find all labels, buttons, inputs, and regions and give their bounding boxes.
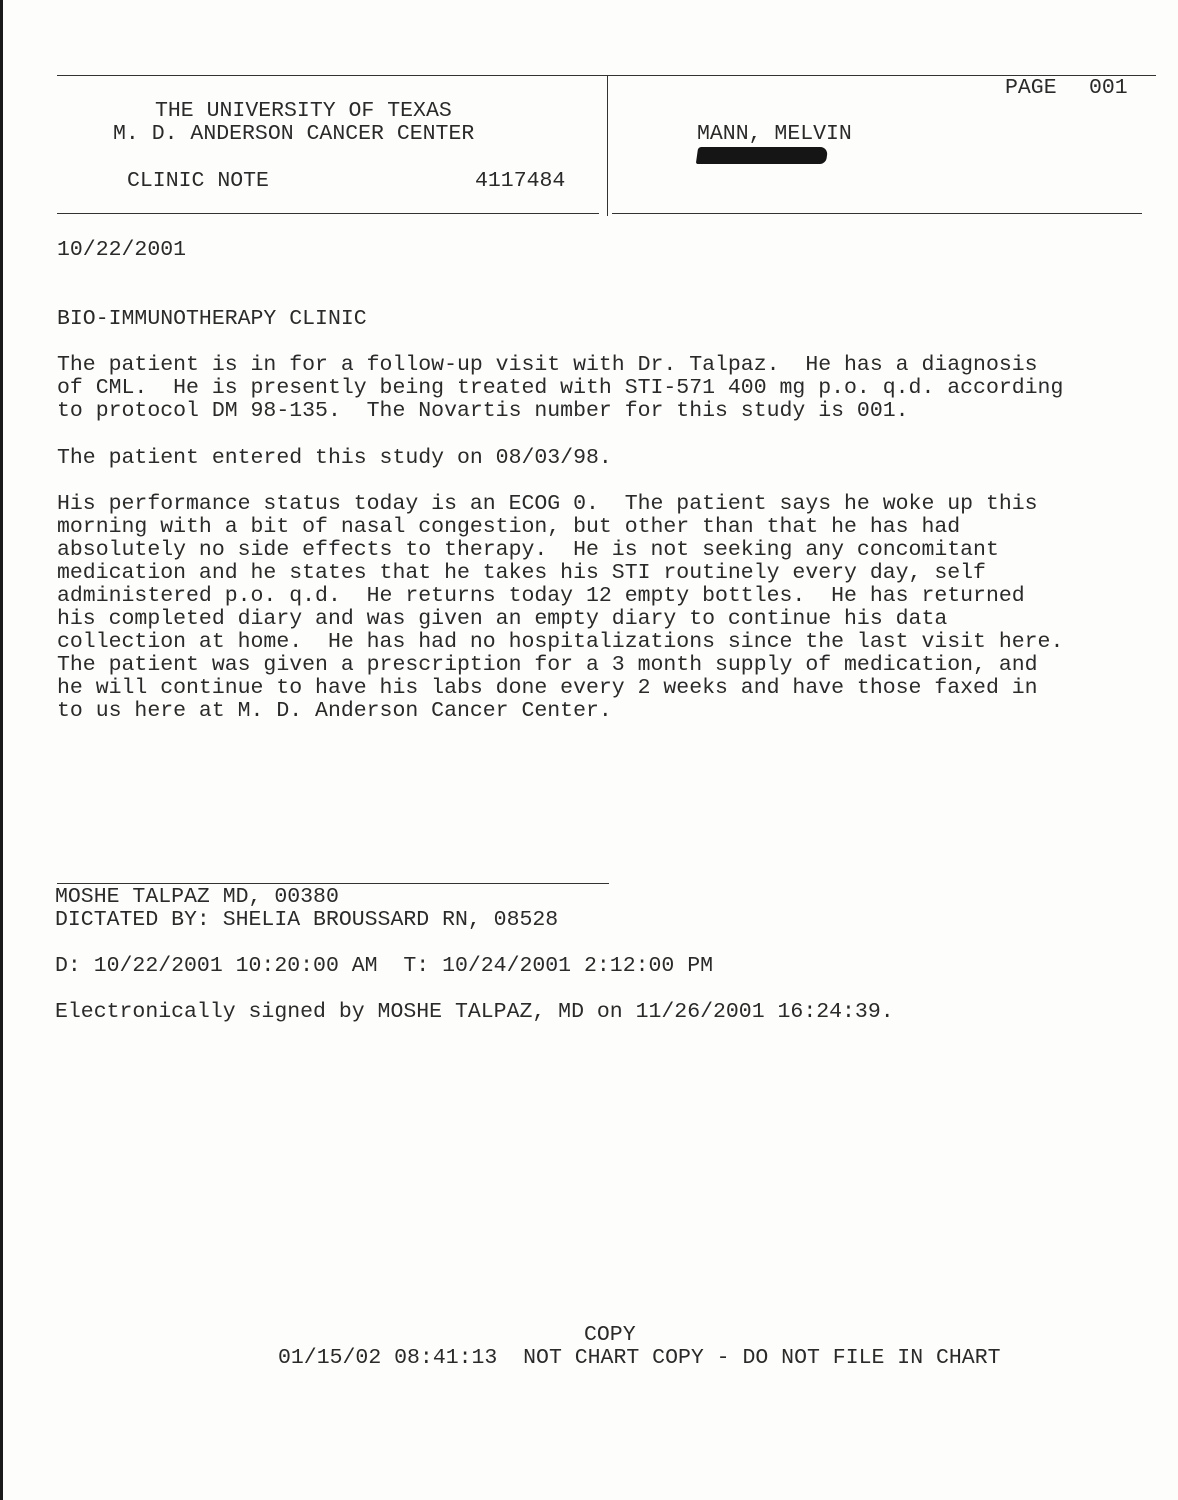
record-number: 4117484	[475, 169, 566, 193]
document-type: CLINIC NOTE	[127, 169, 269, 193]
note-date: 10/22/2001	[57, 238, 187, 262]
header-bottom-rule-left	[57, 213, 599, 214]
paragraph-diagnosis: The patient is in for a follow-up visit with Dr. Talpaz. He has a diagnosis of CML. He is presently being treated with STI-571 400 mg p.o. q.d. according to protocol DM 98-135. The Novartis number for this study is 001.	[57, 353, 1064, 423]
clinic-name: BIO-IMMUNOTHERAPY CLINIC	[57, 307, 367, 331]
header-bottom-rule-right	[612, 213, 1142, 214]
dictation-times: D: 10/22/2001 10:20:00 AM T: 10/24/2001 2:12:00 PM	[55, 954, 714, 978]
paragraph-study-entry: The patient entered this study on 08/03/98.	[57, 446, 612, 470]
signature-line	[57, 883, 609, 884]
page-label: PAGE	[1005, 76, 1057, 100]
paragraph-status: His performance status today is an ECOG 0. The patient says he woke up this morning with a bit of nasal congestion, but other than that he has had absolutely no side effects to therapy. He is not seeking any concomitant medication and he states that he takes his STI routinely every day, self administered p.o. q.d. He returns today 12 empty bottles. He has returned his completed diary and was given an empty diary to continue his data collection at home. He has had no hospitalizations since the last visit here. The patient was given a prescription for a 3 month supply of medication, and he will continue to have his labs done every 2 weeks and have those faxed in to us here at M. D. Anderson Cancer Center.	[57, 492, 1064, 723]
redaction-mark	[696, 147, 828, 164]
page-number: 001	[1089, 76, 1128, 100]
electronic-signature: Electronically signed by MOSHE TALPAZ, MD on 11/26/2001 16:24:39.	[55, 1000, 894, 1024]
dictated-by: DICTATED BY: SHELIA BROUSSARD RN, 08528	[55, 908, 559, 932]
institution-center: M. D. ANDERSON CANCER CENTER	[113, 122, 475, 146]
header-divider	[607, 75, 608, 216]
physician-signature: MOSHE TALPAZ MD, 00380	[55, 885, 339, 909]
institution-name: THE UNIVERSITY OF TEXAS	[155, 99, 452, 123]
patient-name: MANN, MELVIN	[697, 122, 852, 146]
copy-label: COPY	[584, 1323, 636, 1347]
scan-edge	[0, 0, 3, 1500]
not-chart-copy-stamp: 01/15/02 08:41:13 NOT CHART COPY - DO NOT FILE IN CHART	[278, 1346, 1001, 1370]
